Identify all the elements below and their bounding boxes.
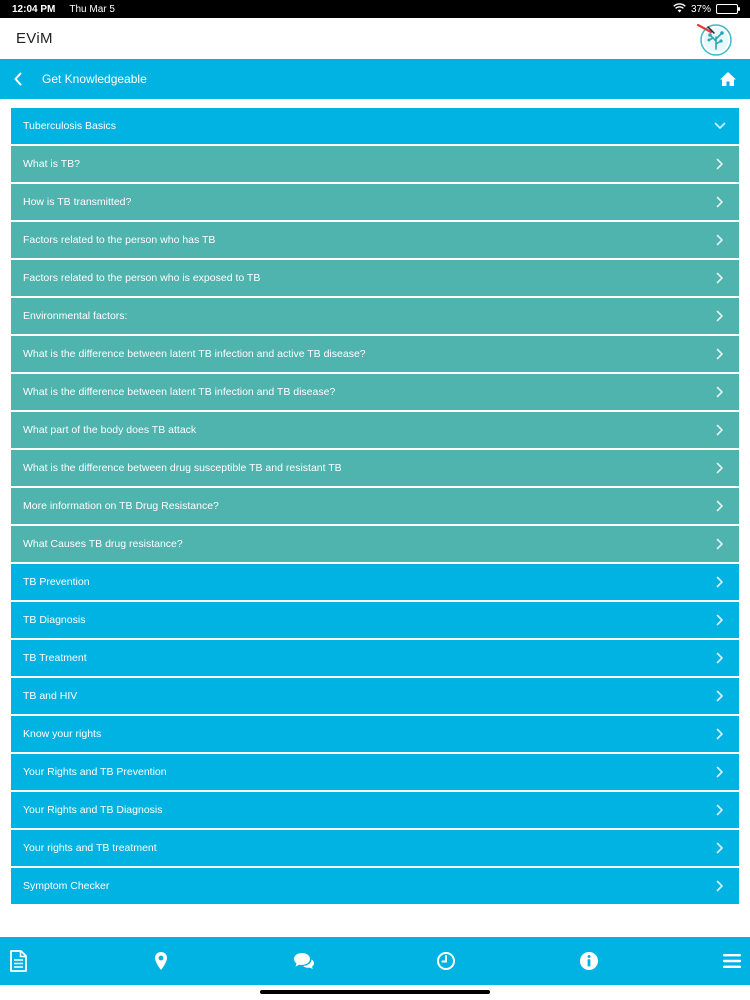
list-item-label: Factors related to the person who has TB [23, 234, 216, 246]
status-time: 12:04 PM [12, 3, 56, 15]
list-item[interactable] [11, 222, 739, 258]
list-item-label: Symptom Checker [23, 880, 110, 892]
list-item-label: Your rights and TB treatment [23, 842, 157, 854]
app-logo-icon [694, 19, 734, 59]
list-item-label: What is the difference between latent TB infection and active TB disease? [23, 348, 366, 360]
battery-percent: 37% [690, 3, 711, 15]
chevron-right-icon [713, 689, 727, 703]
home-icon [719, 71, 737, 87]
list-item[interactable] [11, 260, 739, 296]
chevron-right-icon [713, 233, 727, 247]
list-item-label: TB and HIV [23, 690, 78, 702]
chevron-right-icon [713, 309, 727, 323]
tab-info[interactable] [577, 949, 601, 973]
app-title: EViM [16, 30, 53, 47]
list-item-label: Factors related to the person who is exposed to TB [23, 272, 261, 284]
chevron-right-icon [713, 803, 727, 817]
list-item[interactable] [11, 336, 739, 372]
list-item-label: TB Diagnosis [23, 614, 86, 626]
chevron-right-icon [713, 879, 727, 893]
list-item-label: Tuberculosis Basics [23, 120, 116, 132]
topic-list [11, 108, 739, 906]
list-item-label: What part of the body does TB attack [23, 424, 197, 436]
status-right [673, 3, 738, 16]
chevron-right-icon [713, 765, 727, 779]
list-item[interactable] [11, 602, 739, 638]
tab-chat-bubbles[interactable] [292, 949, 316, 973]
list-item[interactable] [11, 146, 739, 182]
chevron-left-icon [13, 72, 23, 86]
location-pin-icon [154, 951, 168, 971]
list-item[interactable] [11, 450, 739, 486]
app-header [0, 18, 750, 59]
status-bar [0, 0, 750, 18]
list-item-label: TB Prevention [23, 576, 90, 588]
menu-icon [722, 953, 742, 969]
list-item-label: Environmental factors: [23, 310, 128, 322]
tab-menu[interactable] [720, 949, 744, 973]
chevron-right-icon [713, 651, 727, 665]
status-date: Thu Mar 5 [69, 3, 115, 15]
bottom-tab-bar [0, 937, 750, 985]
list-item[interactable] [11, 754, 739, 790]
chevron-right-icon [713, 271, 727, 285]
list-item-label: What Causes TB drug resistance? [23, 538, 183, 550]
list-item-label: How is TB transmitted? [23, 196, 132, 208]
home-indicator[interactable] [260, 990, 490, 994]
list-item-label: What is the difference between latent TB infection and TB disease? [23, 386, 336, 398]
chevron-right-icon [713, 499, 727, 513]
clock-icon [436, 951, 456, 971]
chevron-right-icon [713, 841, 727, 855]
tab-document[interactable] [6, 949, 30, 973]
list-item-label: What is TB? [23, 158, 80, 170]
home-button[interactable] [708, 59, 748, 99]
tab-location-pin[interactable] [149, 949, 173, 973]
list-item-label: TB Treatment [23, 652, 87, 664]
list-item[interactable] [11, 792, 739, 828]
chevron-right-icon [713, 423, 727, 437]
list-item[interactable] [11, 412, 739, 448]
chevron-right-icon [713, 537, 727, 551]
chevron-right-icon [713, 613, 727, 627]
info-icon [579, 951, 599, 971]
list-item-label: What is the difference between drug susceptible TB and resistant TB [23, 462, 342, 474]
page-title: Get Knowledgeable [42, 72, 147, 86]
wifi-icon [673, 3, 686, 16]
list-item[interactable] [11, 298, 739, 334]
back-button[interactable] [2, 59, 34, 99]
list-item-label: More information on TB Drug Resistance? [23, 500, 219, 512]
chevron-right-icon [713, 461, 727, 475]
chevron-right-icon [713, 727, 727, 741]
list-item[interactable] [11, 640, 739, 676]
list-item[interactable] [11, 374, 739, 410]
list-item[interactable] [11, 564, 739, 600]
chevron-right-icon [713, 385, 727, 399]
list-item[interactable] [11, 678, 739, 714]
list-item-label: Your Rights and TB Diagnosis [23, 804, 163, 816]
chevron-right-icon [713, 347, 727, 361]
chevron-down-icon [713, 119, 727, 133]
chevron-right-icon [713, 575, 727, 589]
list-item[interactable] [11, 716, 739, 752]
chevron-right-icon [713, 157, 727, 171]
tab-clock[interactable] [434, 949, 458, 973]
nav-bar [0, 59, 750, 99]
list-item[interactable] [11, 868, 739, 904]
list-item[interactable] [11, 488, 739, 524]
chevron-right-icon [713, 195, 727, 209]
battery-icon [716, 4, 738, 14]
list-item-label: Know your rights [23, 728, 102, 740]
list-item[interactable] [11, 184, 739, 220]
document-icon [9, 950, 27, 972]
list-item-label: Your Rights and TB Prevention [23, 766, 167, 778]
list-item[interactable] [11, 830, 739, 866]
list-item[interactable] [11, 526, 739, 562]
chat-bubbles-icon [293, 952, 315, 970]
section-header-row[interactable] [11, 108, 739, 144]
